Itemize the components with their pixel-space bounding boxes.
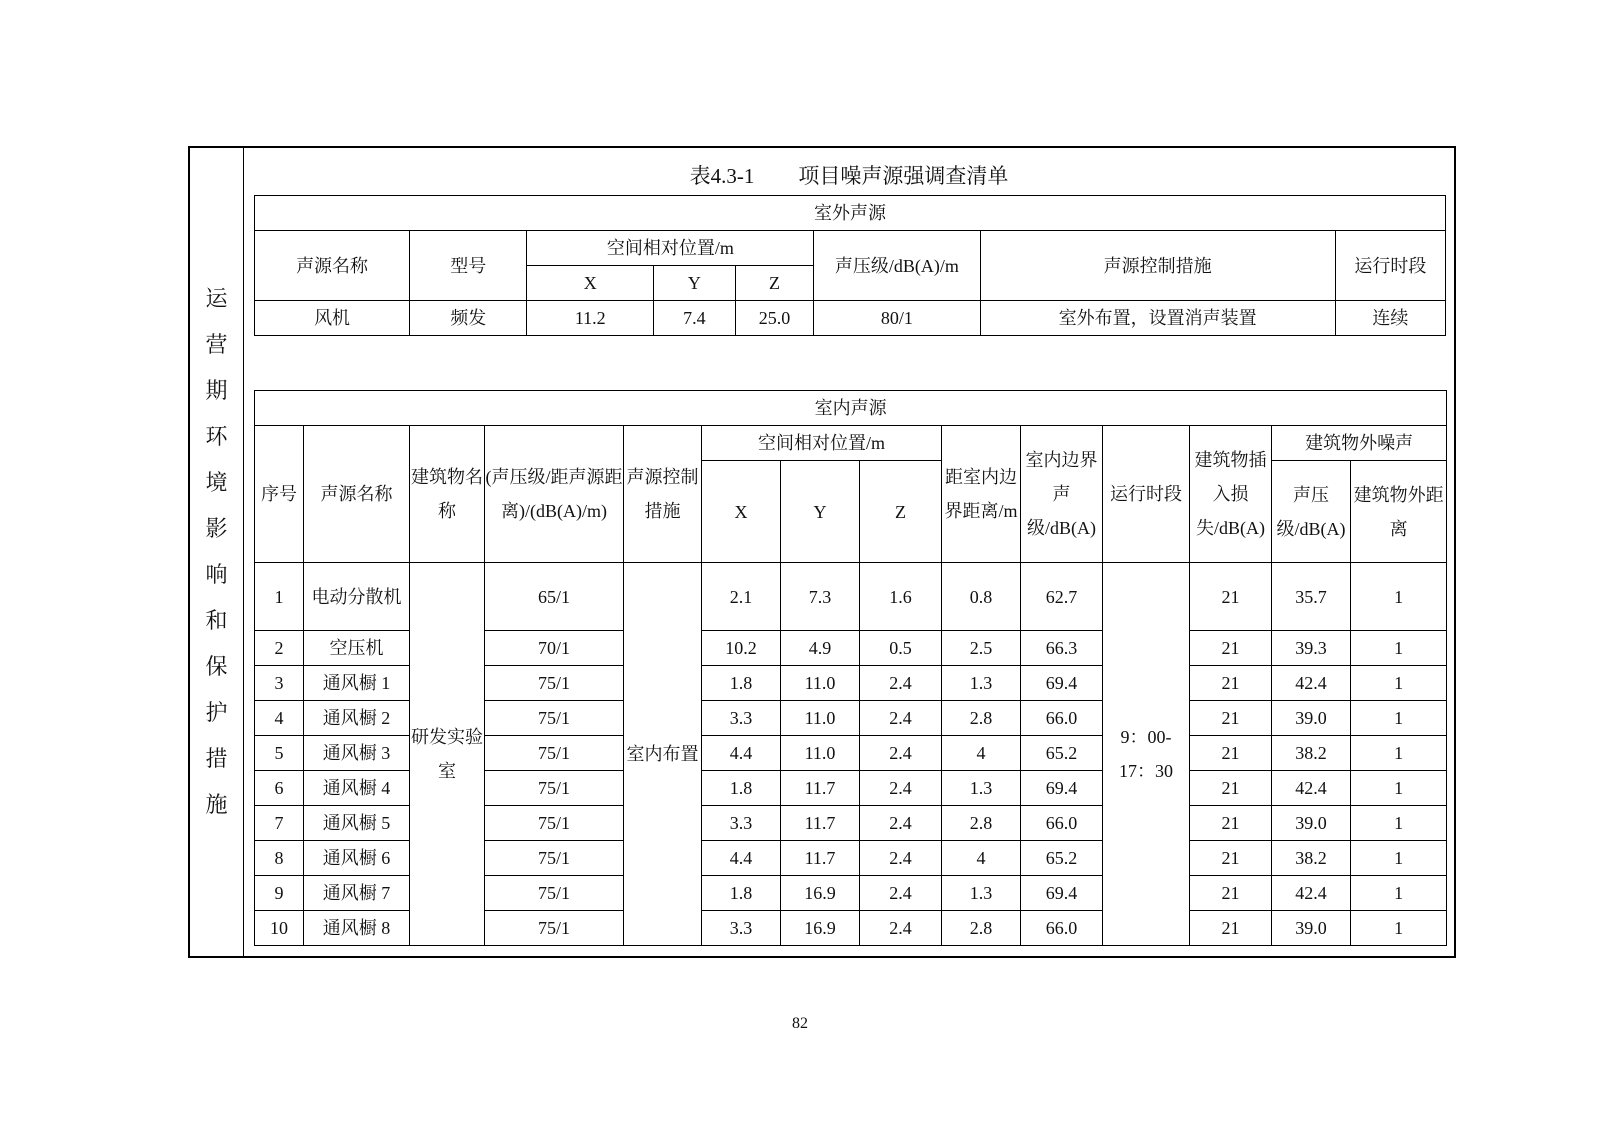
side-char: 期 — [205, 378, 228, 403]
table-row — [255, 301, 1446, 336]
table-cell: 21 — [1190, 876, 1272, 911]
table-cell: 21 — [1190, 631, 1272, 666]
table-cell: 39.3 — [1272, 631, 1351, 666]
col-header: 声源名称 — [255, 231, 410, 301]
col-header: 运行时段 — [1335, 231, 1445, 301]
page-number: 82 — [792, 1015, 808, 1032]
col-header: 建筑物插入损失/dB(A) — [1190, 426, 1272, 563]
col-header: 建筑物名称 — [410, 426, 485, 563]
table-cell: 1.8 — [702, 876, 781, 911]
col-header: Y — [781, 461, 860, 563]
table-cell: 连续 — [1335, 301, 1445, 336]
table-cell: 4.9 — [781, 631, 860, 666]
table-cell: 38.2 — [1272, 736, 1351, 771]
table-cell: 1 — [1351, 911, 1447, 946]
building-name: 研发实验室 — [410, 563, 485, 946]
table-cell: 0.8 — [942, 563, 1021, 631]
run-time: 9：00-17：30 — [1103, 563, 1190, 946]
sound-level: 75/1 — [485, 701, 624, 736]
table-cell: 7.3 — [781, 563, 860, 631]
table-cell: 11.7 — [781, 806, 860, 841]
source-name: 通风橱 5 — [304, 806, 410, 841]
table-cell: 39.0 — [1272, 701, 1351, 736]
table-cell: 1.3 — [942, 771, 1021, 806]
side-char: 营 — [205, 332, 228, 357]
sound-level: 75/1 — [485, 666, 624, 701]
table-cell: 65.2 — [1021, 841, 1103, 876]
table-cell: 1 — [1351, 876, 1447, 911]
row-number: 1 — [255, 563, 304, 631]
table-cell: 66.3 — [1021, 631, 1103, 666]
sound-level: 75/1 — [485, 841, 624, 876]
table-cell: 1.8 — [702, 666, 781, 701]
table-cell: 1.3 — [942, 666, 1021, 701]
table-cell: 42.4 — [1272, 876, 1351, 911]
table-cell: 2.4 — [860, 666, 942, 701]
outdoor-table — [254, 195, 1446, 336]
table-cell: 2.8 — [942, 701, 1021, 736]
table-cell: 4.4 — [702, 736, 781, 771]
sound-level: 75/1 — [485, 736, 624, 771]
source-name: 通风橱 1 — [304, 666, 410, 701]
side-char: 响 — [205, 562, 228, 587]
document-frame — [188, 146, 1456, 958]
sound-level: 65/1 — [485, 563, 624, 631]
table-cell: 66.0 — [1021, 806, 1103, 841]
row-number: 8 — [255, 841, 304, 876]
table-cell: 16.9 — [781, 876, 860, 911]
table-row — [255, 563, 1447, 631]
table-cell: 11.7 — [781, 771, 860, 806]
table-cell: 1 — [1351, 563, 1447, 631]
table-cell: 1.8 — [702, 771, 781, 806]
table-cell: 62.7 — [1021, 563, 1103, 631]
table-cell: 38.2 — [1272, 841, 1351, 876]
table-cell: 3.3 — [702, 701, 781, 736]
table-cell: 80/1 — [814, 301, 980, 336]
table-cell: 1 — [1351, 631, 1447, 666]
table-cell: 4.4 — [702, 841, 781, 876]
table-cell: 11.7 — [781, 841, 860, 876]
col-header: 空间相对位置/m — [702, 426, 942, 461]
table-cell: 39.0 — [1272, 911, 1351, 946]
table-cell: 1 — [1351, 701, 1447, 736]
col-header: 距室内边界距离/m — [942, 426, 1021, 563]
table-cell: 66.0 — [1021, 701, 1103, 736]
table-cell: 11.0 — [781, 666, 860, 701]
table-cell: 21 — [1190, 806, 1272, 841]
table-cell: 11.2 — [527, 301, 654, 336]
table-cell: 2.4 — [860, 806, 942, 841]
table-cell: 1.6 — [860, 563, 942, 631]
source-name: 空压机 — [304, 631, 410, 666]
row-number: 6 — [255, 771, 304, 806]
table-cell: 21 — [1190, 911, 1272, 946]
table-cell: 35.7 — [1272, 563, 1351, 631]
side-char: 境 — [205, 470, 228, 495]
col-header: 声源名称 — [304, 426, 410, 563]
table-cell: 21 — [1190, 701, 1272, 736]
table-cell: 7.4 — [654, 301, 736, 336]
table-cell: 11.0 — [781, 701, 860, 736]
col-header: 声压级/dB(A)/m — [814, 231, 980, 301]
table-cell: 1 — [1351, 806, 1447, 841]
table-cell: 2.4 — [860, 736, 942, 771]
table-cell: 25.0 — [735, 301, 814, 336]
outdoor-section-header: 室外声源 — [255, 196, 1446, 231]
sound-level: 70/1 — [485, 631, 624, 666]
table-cell: 2.4 — [860, 841, 942, 876]
side-char: 影 — [205, 516, 228, 541]
row-number: 4 — [255, 701, 304, 736]
table-title — [244, 160, 1454, 190]
table-cell: 16.9 — [781, 911, 860, 946]
col-header: Z — [735, 266, 814, 301]
sound-level: 75/1 — [485, 876, 624, 911]
table-cell: 3.3 — [702, 806, 781, 841]
table-name: 项目噪声源强调查清单 — [798, 164, 1009, 188]
table-cell: 69.4 — [1021, 876, 1103, 911]
table-cell: 0.5 — [860, 631, 942, 666]
row-number: 5 — [255, 736, 304, 771]
sound-level: 75/1 — [485, 771, 624, 806]
table-cell: 风机 — [255, 301, 410, 336]
source-name: 通风橱 3 — [304, 736, 410, 771]
table-cell: 21 — [1190, 841, 1272, 876]
table-cell: 频发 — [410, 301, 527, 336]
table-cell: 2.8 — [942, 806, 1021, 841]
table-cell: 2.5 — [942, 631, 1021, 666]
col-header: Z — [860, 461, 942, 563]
side-char: 护 — [205, 700, 228, 725]
table-cell: 4 — [942, 841, 1021, 876]
row-number: 2 — [255, 631, 304, 666]
col-header: 室内边界声级/dB(A) — [1021, 426, 1103, 563]
table-cell: 2.4 — [860, 876, 942, 911]
col-header: (声压级/距声源距离)/(dB(A)/m) — [485, 426, 624, 563]
source-name: 通风橱 8 — [304, 911, 410, 946]
col-header: 声压级/dB(A) — [1272, 461, 1351, 563]
source-name: 通风橱 2 — [304, 701, 410, 736]
source-name: 电动分散机 — [304, 563, 410, 631]
table-cell: 2.4 — [860, 701, 942, 736]
side-char: 保 — [205, 654, 228, 679]
table-cell: 1 — [1351, 841, 1447, 876]
table-cell: 2.4 — [860, 911, 942, 946]
table-cell: 66.0 — [1021, 911, 1103, 946]
side-char: 运 — [205, 286, 228, 311]
col-header: 空间相对位置/m — [527, 231, 814, 266]
table-cell: 69.4 — [1021, 666, 1103, 701]
col-header: 运行时段 — [1103, 426, 1190, 563]
table-cell: 3.3 — [702, 911, 781, 946]
col-header: 建筑物外距离 — [1351, 461, 1447, 563]
table-cell: 21 — [1190, 771, 1272, 806]
indoor-table — [254, 390, 1447, 946]
row-number: 7 — [255, 806, 304, 841]
col-header: 建筑物外噪声 — [1272, 426, 1447, 461]
indoor-section-header: 室内声源 — [255, 391, 1447, 426]
col-header: X — [702, 461, 781, 563]
source-name: 通风橱 7 — [304, 876, 410, 911]
table-cell: 10.2 — [702, 631, 781, 666]
col-header: 型号 — [410, 231, 527, 301]
table-cell: 2.4 — [860, 771, 942, 806]
sound-level: 75/1 — [485, 911, 624, 946]
table-cell: 42.4 — [1272, 771, 1351, 806]
table-cell: 11.0 — [781, 736, 860, 771]
table-cell: 1 — [1351, 771, 1447, 806]
table-cell: 21 — [1190, 736, 1272, 771]
col-header: X — [527, 266, 654, 301]
table-cell: 42.4 — [1272, 666, 1351, 701]
col-header: 声源控制措施 — [624, 426, 702, 563]
col-header: 序号 — [255, 426, 304, 563]
source-name: 通风橱 4 — [304, 771, 410, 806]
side-char: 和 — [205, 608, 228, 633]
table-cell: 69.4 — [1021, 771, 1103, 806]
table-number: 表4.3-1 — [689, 164, 755, 188]
source-name: 通风橱 6 — [304, 841, 410, 876]
side-char: 环 — [205, 424, 228, 449]
table-cell: 21 — [1190, 563, 1272, 631]
row-number: 9 — [255, 876, 304, 911]
table-cell: 1.3 — [942, 876, 1021, 911]
table-cell: 39.0 — [1272, 806, 1351, 841]
table-cell: 21 — [1190, 666, 1272, 701]
table-cell: 室外布置，设置消声装置 — [980, 301, 1335, 336]
sound-level: 75/1 — [485, 806, 624, 841]
row-number: 10 — [255, 911, 304, 946]
table-cell: 1 — [1351, 666, 1447, 701]
table-cell: 4 — [942, 736, 1021, 771]
row-number: 3 — [255, 666, 304, 701]
table-cell: 2.1 — [702, 563, 781, 631]
table-cell: 65.2 — [1021, 736, 1103, 771]
side-label — [190, 148, 244, 956]
side-char: 施 — [205, 792, 228, 817]
col-header: Y — [654, 266, 736, 301]
table-cell: 2.8 — [942, 911, 1021, 946]
side-char: 措 — [205, 746, 228, 771]
col-header: 声源控制措施 — [980, 231, 1335, 301]
control-measure: 室内布置 — [624, 563, 702, 946]
table-cell: 1 — [1351, 736, 1447, 771]
